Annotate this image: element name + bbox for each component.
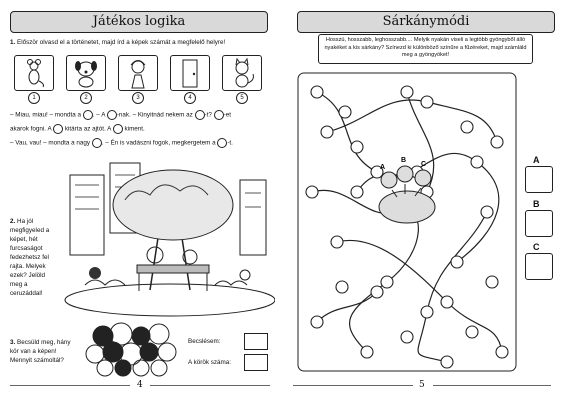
answer-label-c: C xyxy=(533,242,540,252)
dragon-neck-label-c: C xyxy=(421,161,427,168)
right-page xyxy=(281,0,562,400)
door-icon xyxy=(171,56,209,90)
task2-instruction: Ha jól megfigyeled a képet, hét furcsaságot fedezhetsz fel rajta. Melyek ezek? Jelöld meg a ceruzáddal! xyxy=(10,218,50,297)
answer-blank[interactable] xyxy=(53,124,63,134)
estimate-answer-box[interactable] xyxy=(244,333,268,350)
answer-blank[interactable] xyxy=(113,124,123,134)
task2-number: 2. xyxy=(10,218,16,225)
dragon-neck-label-a: A xyxy=(380,164,386,171)
circle-count-label: A körök száma: xyxy=(188,359,232,366)
story-line-2 xyxy=(10,124,145,134)
answer-label-b: B xyxy=(533,199,540,209)
picture-number-3: 3 xyxy=(132,92,144,104)
answer-blank[interactable] xyxy=(107,110,117,120)
story-text: -t? xyxy=(204,111,212,119)
bead-necklace-maze[interactable] xyxy=(297,72,517,372)
story-text: -et xyxy=(223,111,231,119)
dragon-neck-label-b: B xyxy=(401,157,407,164)
picture-box-mouse xyxy=(14,55,54,91)
answer-blank[interactable] xyxy=(92,138,102,148)
answer-blank[interactable] xyxy=(214,110,224,120)
task3-instruction: Becsüld meg, hány kör van a képen! Mennyit számoltál? xyxy=(10,339,71,364)
picture-box-door xyxy=(170,55,210,91)
story-text: -t. xyxy=(227,139,233,147)
task3-number: 3. xyxy=(10,339,16,346)
story-text: -nak. – Kinyitnád nekem az xyxy=(116,111,193,119)
right-page-title: Sárkánymódi xyxy=(297,11,555,33)
answer-blank[interactable] xyxy=(217,138,227,148)
footer-rule xyxy=(293,385,413,386)
story-text: kiment. xyxy=(124,125,145,133)
answer-box-b[interactable] xyxy=(525,210,553,237)
task1-instruction-text: Először olvasd el a történetet, majd írd a képek számát a megfelelő helyre! xyxy=(17,39,226,46)
circle-count-answer-box[interactable] xyxy=(244,354,268,371)
mouse-icon xyxy=(15,56,53,90)
picture-number-5: 5 xyxy=(236,92,248,104)
story-text: – Vau, vau! – mondta a nagy xyxy=(10,139,91,147)
task2-text xyxy=(10,217,52,298)
page-number-right: 5 xyxy=(419,380,425,390)
cat-icon xyxy=(223,56,261,90)
story-text: . – Én is vadászni fogok, megkergetem a xyxy=(101,139,216,147)
footer-rule xyxy=(150,385,270,386)
task1-number: 1. xyxy=(10,39,16,46)
picture-box-cat xyxy=(222,55,262,91)
footer-rule xyxy=(433,385,551,386)
answer-blank[interactable] xyxy=(195,110,205,120)
story-text: . – A xyxy=(92,111,106,119)
estimate-label: Becslésem: xyxy=(188,338,221,345)
overlapping-circles-picture xyxy=(85,322,180,377)
answer-blank[interactable] xyxy=(83,110,93,120)
picture-box-dog xyxy=(66,55,106,91)
park-scene-illustration xyxy=(55,155,275,320)
story-text: – Miau, miau! – mondta a xyxy=(10,111,82,119)
maze-instructions: Hosszú, hosszabb, leghosszabb.... Melyik nyakán viseli a legtöbb gyöngyből álló nyakéket a kis sárkány? Színezd ki különböző színűre a fűzéreket, majd számláld meg a gyöngyöket! xyxy=(318,34,533,64)
girl-icon xyxy=(119,56,157,90)
answer-label-a: A xyxy=(533,155,540,165)
task3-text xyxy=(10,338,80,365)
answer-box-c[interactable] xyxy=(525,253,553,280)
picture-box-girl xyxy=(118,55,158,91)
picture-number-2: 2 xyxy=(80,92,92,104)
footer-rule xyxy=(10,385,130,386)
answer-box-a[interactable] xyxy=(525,166,553,193)
task1-instruction xyxy=(10,38,270,47)
dog-icon xyxy=(67,56,105,90)
left-page-title: Játékos logika xyxy=(10,11,268,33)
picture-number-1: 1 xyxy=(28,92,40,104)
picture-number-4: 4 xyxy=(184,92,196,104)
story-text: akarok fogni. A xyxy=(10,125,52,133)
story-line-1 xyxy=(10,110,231,120)
story-text: kitárta az ajtót. A xyxy=(64,125,112,133)
story-line-3 xyxy=(10,138,233,148)
page-number-left: 4 xyxy=(137,380,143,390)
